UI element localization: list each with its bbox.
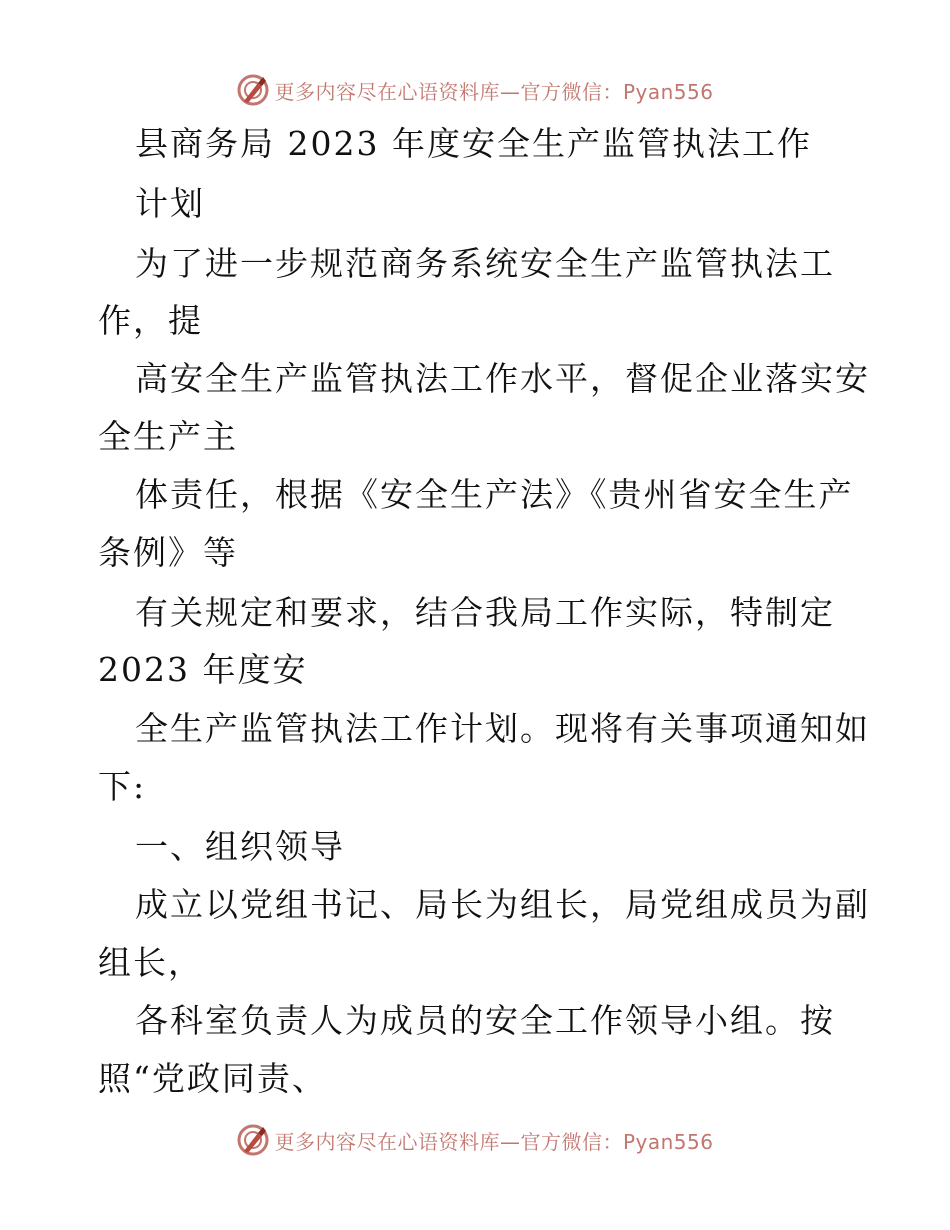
doc-line: 照“党政同责、 [98, 1059, 327, 1098]
header-banner-text: 更多内容尽在心语资料库—官方微信：Pyan556 [274, 79, 714, 104]
doc-line: 2023 年度安 [98, 650, 308, 689]
doc-line: 成立以党组书记、局长为组长，局党组成员为副 [135, 885, 870, 924]
footer-banner [0, 1120, 950, 1160]
doc-line: 条例》等 [98, 533, 238, 572]
doc-line: 组长， [98, 943, 203, 982]
doc-line: 各科室负责人为成员的安全工作领导小组。按 [135, 1001, 835, 1040]
doc-line: 体责任，根据《安全生产法》《贵州省安全生产 [135, 475, 854, 514]
pen-logo-icon [236, 1123, 270, 1157]
doc-line: 计划 [135, 184, 205, 223]
doc-line: 全生产监管执法工作计划。现将有关事项通知如 [135, 709, 870, 748]
section-heading: 一、组织领导 [135, 827, 345, 866]
doc-line: 为了进一步规范商务系统安全生产监管执法工 [135, 244, 835, 283]
doc-line: 有关规定和要求，结合我局工作实际，特制定 [135, 593, 835, 632]
doc-line: 高安全生产监管执法工作水平，督促企业落实安 [135, 359, 870, 398]
footer-banner-text: 更多内容尽在心语资料库—官方微信：Pyan556 [274, 1129, 714, 1154]
doc-line: 作，提 [98, 301, 203, 340]
doc-line: 全生产主 [98, 417, 238, 456]
doc-line: 县商务局 2023 年度安全生产监管执法工作 [135, 124, 812, 163]
doc-line: 下: [98, 767, 147, 806]
